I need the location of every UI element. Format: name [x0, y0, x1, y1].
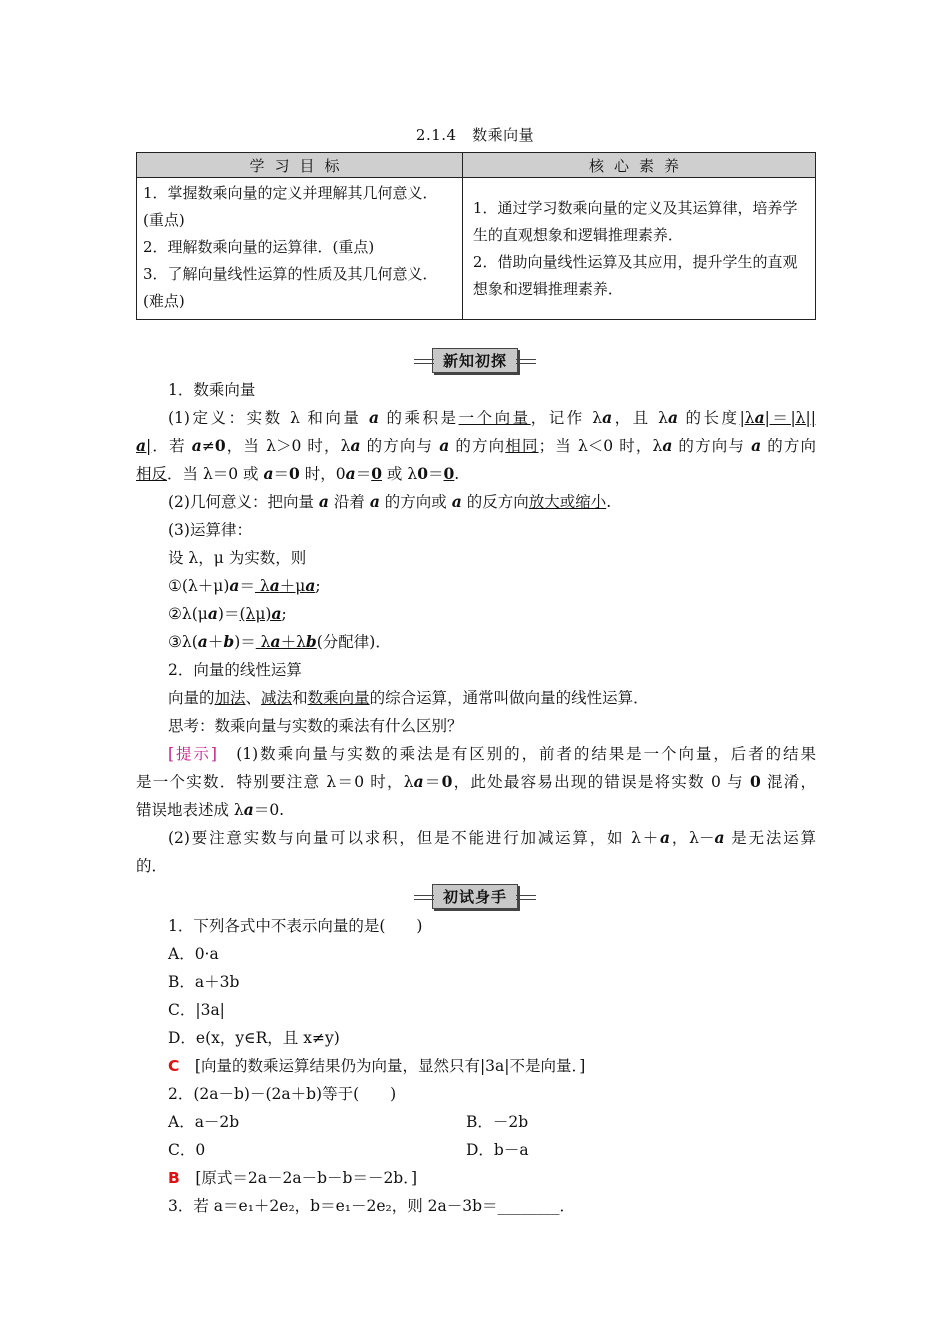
- q2-options-row-1: A．a－2b B．－2b: [168, 1113, 529, 1131]
- law-2: ②λ(μa)＝(λμ)a;: [168, 604, 287, 623]
- goals-cell: [137, 178, 463, 320]
- think-question: 思考：数乘向量与实数的乘法有什么区别？: [168, 717, 463, 735]
- q1-option-b: B．a＋3b: [168, 973, 240, 991]
- section-heading: 2．向量的线性运算: [168, 661, 302, 679]
- question-3: 3．若 a＝e₁＋2e₂，b＝e₁－2e₂，则 2a－3b＝________．: [168, 1197, 576, 1215]
- q1-option-c: C．|3a|: [168, 1001, 225, 1019]
- q2-options-row-2: C．0 D．b－a: [168, 1141, 529, 1159]
- section-heading: 1．数乘向量: [168, 381, 256, 399]
- literacy-cell: [462, 178, 815, 320]
- question-2: 2．(2a－b)－(2a＋b)等于( ): [168, 1085, 397, 1103]
- q1-option-d: D．e(x，y∈R，且 x≠y): [168, 1029, 340, 1047]
- hint-line-1: [提示] (1)数乘向量与实数的乘法是有区别的，前者的结果是一个向量，后者的结果: [168, 745, 816, 763]
- definition-line-1: (1)定义：实数 λ 和向量 a 的乘积是一个向量，记作 λa，且 λa 的长度|λa|＝|λ||: [168, 408, 816, 427]
- q1-answer: C [向量的数乘运算结果仍为向量，显然只有|3a|不是向量．]: [168, 1057, 586, 1075]
- geometric-meaning: (2)几何意义：把向量 a 沿着 a 的方向或 a 的反方向放大或缩小.: [168, 492, 612, 511]
- table-header-goals: 学习目标: [137, 153, 463, 178]
- goal-item: 1．掌握数乘向量的定义并理解其几何意义．(重点): [143, 184, 438, 229]
- literacy-item: 2．借助向量线性运算及其应用，提升学生的直观想象和逻辑推理素养．: [472, 252, 798, 298]
- hint-line-4: (2)要注意实数与向量可以求积，但是不能进行加减运算，如 λ＋a，λ－a 是无法运算: [168, 828, 816, 847]
- hint-line-3: 错误地表述成 λa＝0.: [136, 800, 285, 819]
- hint-line-2: 是一个实数．特别要注意 λ＝0 时，λa＝0，此处最容易出现的错误是将实数 0 与 0 混淆，: [136, 772, 816, 791]
- operation-laws-intro: 设 λ，μ 为实数，则: [168, 549, 307, 567]
- table-header-literacy: 核心素养: [462, 153, 815, 178]
- law-3: ③λ(a＋b)＝ λa＋λb(分配律)．: [168, 632, 391, 651]
- operation-laws-label: (3)运算律：: [168, 521, 252, 539]
- goal-item: 2．理解数乘向量的运算律．(重点): [143, 238, 375, 256]
- linear-operation-text: 向量的加法、减法和数乘向量的综合运算，通常叫做向量的线性运算．: [168, 689, 649, 707]
- q1-option-a: A．0·a: [168, 945, 219, 963]
- page-title: 2.1.4 数乘向量: [415, 126, 535, 144]
- section-banner-try: 初试身手: [0, 884, 950, 909]
- literacy-item: 1．通过学习数乘向量的定义及其运算律，培养学生的直观想象和逻辑推理素养．: [472, 198, 798, 244]
- section-banner-new-knowledge: 新知初探: [0, 348, 950, 373]
- hint-line-5: 的．: [136, 857, 168, 875]
- goal-item: 3．了解向量线性运算的性质及其几何意义．(难点): [143, 265, 438, 310]
- question-1: 1．下列各式中不表示向量的是( ): [168, 917, 423, 935]
- q2-answer: B [原式＝2a－2a－b－b＝－2b．]: [168, 1169, 418, 1187]
- definition-line-2: a|．若 a≠0，当 λ＞0 时，λa 的方向与 a 的方向相同；当 λ＜0 时，λa 的方向与 a 的方向: [136, 436, 816, 455]
- law-1: ①(λ＋μ)a＝ λa＋μa;: [168, 576, 321, 595]
- objectives-table: [136, 152, 816, 320]
- definition-line-3: 相反．当 λ＝0 或 a＝0 时，0a＝0 或 λ0＝0.: [136, 464, 460, 483]
